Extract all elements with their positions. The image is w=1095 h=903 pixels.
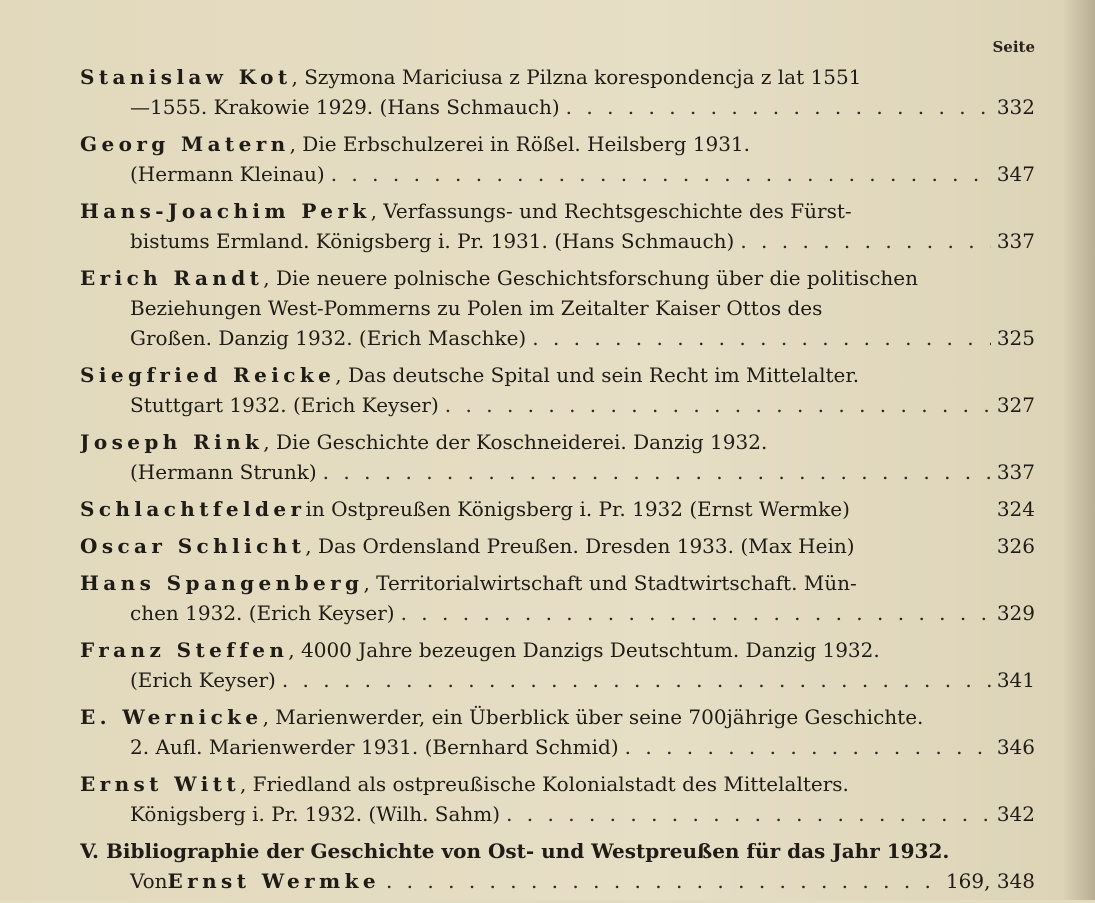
dot-leader: [445, 390, 991, 420]
entry-line: [80, 799, 1035, 829]
entry-text: , Das deutsche Spital und sein Recht im Mittelalter.: [335, 363, 860, 387]
entry-line: [80, 226, 1035, 256]
entry-text: bistums Ermland. Königsberg i. Pr. 1931. (Hans Schmauch): [130, 229, 735, 253]
entry-text: 2. Aufl. Marienwerder 1931. (Bernhard Schmid): [130, 735, 619, 759]
entry-line: [80, 263, 1035, 293]
dot-leader: [566, 92, 991, 122]
entry-text: , Szymona Mariciusa z Pilzna korespondencja z lat 1551: [291, 65, 862, 89]
entry-line: [80, 598, 1035, 628]
entry-line: [80, 732, 1035, 762]
dot-leader: [386, 866, 940, 896]
entry-author: Ernst Witt: [80, 772, 240, 796]
entry-line: [80, 769, 1035, 799]
bibliography-entry: [80, 635, 1035, 695]
dot-leader: [323, 457, 991, 487]
entry-line: [80, 92, 1035, 122]
dot-leader: [331, 159, 991, 189]
entry-line: [80, 390, 1035, 420]
page-number: 337: [996, 229, 1035, 253]
entry-line: [80, 866, 1035, 896]
entry-line: [80, 427, 1035, 457]
dot-leader: [506, 799, 991, 829]
page-number: 341: [996, 668, 1035, 692]
entry-text: Von: [130, 869, 168, 893]
entry-line: [80, 531, 1035, 561]
entry-text: in Ostpreußen Königsberg i. Pr. 1932 (Ernst Wermke): [305, 497, 850, 521]
bibliography-entry: [80, 62, 1035, 122]
entry-text: , 4000 Jahre bezeugen Danzigs Deutschtum. Danzig 1932.: [288, 638, 880, 662]
entry-author: Siegfried Reicke: [80, 363, 336, 387]
bibliography-entry: [80, 263, 1035, 353]
entry-line: [80, 702, 1035, 732]
entry-author: Schlachtfelder: [80, 497, 306, 521]
entry-author: Franz Steffen: [80, 638, 289, 662]
entry-text: (Hermann Strunk): [130, 460, 317, 484]
entry-line: [80, 494, 1035, 524]
page-number: 326: [996, 534, 1035, 558]
entry-text: Stuttgart 1932. (Erich Keyser): [130, 393, 439, 417]
entry-line: [80, 568, 1035, 598]
dot-leader: [282, 665, 991, 695]
entry-line: [80, 635, 1035, 665]
entry-line: [80, 665, 1035, 695]
dot-leader: [625, 732, 991, 762]
entry-text: Beziehungen West-Pommerns zu Polen im Zeitalter Kaiser Ottos des: [130, 296, 823, 320]
bibliography-entry: [80, 568, 1035, 628]
entry-text: —1555. Krakowie 1929. (Hans Schmauch): [130, 95, 560, 119]
bibliography-entry: [80, 702, 1035, 762]
entry-line: [80, 360, 1035, 390]
entry-text: , Das Ordensland Preußen. Dresden 1933. (Max Hein): [305, 534, 855, 558]
page-number: 324: [996, 497, 1035, 521]
entry-author: Oscar Schlicht: [80, 534, 306, 558]
entry-text: (Erich Keyser): [130, 668, 276, 692]
entry-line: [80, 196, 1035, 226]
entry-text: , Die Erbschulzerei in Rößel. Heilsberg 1931.: [289, 132, 751, 156]
entry-text: , Marienwerder, ein Überblick über seine 700jährige Geschichte.: [262, 705, 924, 729]
section-heading: V. Bibliographie der Geschichte von Ost- und Westpreußen für das Jahr 1932.: [80, 839, 950, 863]
bibliography-entry: [80, 769, 1035, 829]
page-number: 337: [996, 460, 1035, 484]
entry-author: Stanislaw Kot: [80, 65, 292, 89]
entry-line: [80, 62, 1035, 92]
entry-line: [80, 293, 1035, 323]
entry-author: Erich Randt: [80, 266, 264, 290]
bibliography-entry: [80, 427, 1035, 487]
bibliography-entry: [80, 360, 1035, 420]
entry-text: , Die neuere polnische Geschichtsforschung über die politischen: [263, 266, 919, 290]
page-number: 332: [996, 95, 1035, 119]
bibliography-entry: [80, 531, 1035, 561]
bibliography-entry: [80, 196, 1035, 256]
page-number: 327: [996, 393, 1035, 417]
entry-author: E. Wernicke: [80, 705, 263, 729]
bibliography-entry: [80, 494, 1035, 524]
entry-text: , Friedland als ostpreußische Kolonialstadt des Mittelalters.: [239, 772, 849, 796]
bibliography-list: [80, 62, 1035, 903]
entry-text: , Die Geschichte der Koschneiderei. Danzig 1932.: [263, 430, 768, 454]
page-number: 329: [996, 601, 1035, 625]
entry-line: [80, 323, 1035, 353]
entry-line: [80, 457, 1035, 487]
entry-text: chen 1932. (Erich Keyser): [130, 601, 395, 625]
entry-author: Joseph Rink: [80, 430, 264, 454]
page-number: 342: [996, 802, 1035, 826]
entry-line: [80, 159, 1035, 189]
section-entry: [80, 836, 1035, 896]
entry-author: Ernst Wermke: [167, 869, 380, 893]
page-number: 347: [996, 162, 1035, 186]
entry-text: Großen. Danzig 1932. (Erich Maschke): [130, 326, 527, 350]
page-number: 346: [996, 735, 1035, 759]
bibliography-entry: [80, 129, 1035, 189]
entry-text: Königsberg i. Pr. 1932. (Wilh. Sahm): [130, 802, 501, 826]
entry-author: Hans-Joachim Perk: [80, 199, 371, 223]
dot-leader: [740, 226, 990, 256]
entry-text: , Verfassungs- und Rechtsgeschichte des Fürst-: [370, 199, 852, 223]
dot-leader: [401, 598, 991, 628]
page-column-label: Seite: [992, 38, 1035, 56]
entry-text: , Territorialwirtschaft und Stadtwirtschaft. Mün-: [363, 571, 857, 595]
dot-leader: [532, 323, 991, 353]
entry-author: Hans Spangenberg: [80, 571, 364, 595]
entry-text: (Hermann Kleinau): [130, 162, 325, 186]
entry-author: Georg Matern: [80, 132, 290, 156]
page-number: 169, 348: [945, 869, 1035, 893]
page-number: 325: [996, 326, 1035, 350]
entry-line: [80, 129, 1035, 159]
